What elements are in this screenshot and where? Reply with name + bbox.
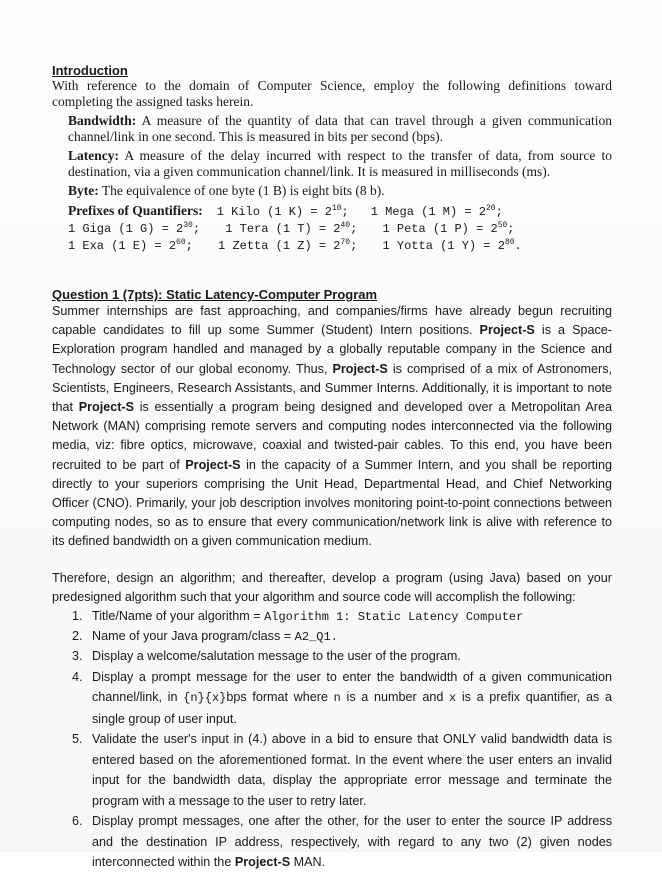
- introduction-heading: Introduction: [52, 63, 128, 78]
- requirements-list: [52, 607, 612, 873]
- class-name-code: A2_Q1.: [294, 630, 338, 645]
- question-paragraph-1: Summer internships are fast approaching, and companies/firms have already begun recruiting capable candidates to fill up some Summer (Student) Intern positions. Project-S is a Space-Exploration program handled and managed by a globally reputable company in the Science and Technology sector of our global economy. Thus, Project-S is comprised of a mix of Astronomers, Scientists, Engineers, Research Assistants, and Summer Interns. Additionally, it is important to note that Project-S is essentially a program being designed and developed over a Metropolitan Area Network (MAN) comprising remote servers and computing nodes interconnected via the following media, viz: fibre optics, microwave, coaxial and twisted-pair cables. To this end, you have been recruited to be part of Project-S in the capacity of a Summer Intern, and you shall be reporting directly to your superiors comprising the Unit Head, Departmental Head, and Chief Networking Officer (CNO). Primarily, your job description involves monitoring point-to-point connections between computing nodes, so as to ensure that every communication/network link is alive with reference to its defined bandwidth on a given communication medium.: [52, 304, 613, 549]
- introduction-paragraph: With reference to the domain of Computer Science, employ the following definitions toward completing the assigned tasks herein.: [52, 78, 612, 109]
- definition-bandwidth: [68, 113, 612, 145]
- prefix-giga: 1 Giga (1 $G) = 2^{30}$;: [68, 221, 201, 236]
- list-item: 6. Display prompt messages, one after the other, for the user to enter the source IP address and the destination IP address, respectively, with regard to any two (2) given nodes interconnected within the Project-S MAN.: [72, 814, 612, 870]
- definition-text: A measure of the quantity of data that can travel through a given communication channel/link in one second. This is measured in bits per second (bps).: [68, 113, 612, 144]
- prefixes-label: Prefixes of Quantifiers:: [68, 203, 203, 218]
- algorithm-name-code: Algorithm 1: Static Latency Computer: [264, 610, 524, 625]
- prefix-yotta: 1 Yotta (1 $Y) = 2^{80}$.: [382, 238, 522, 253]
- definition-latency: [68, 148, 612, 180]
- definition-term: Latency:: [68, 148, 119, 163]
- definition-byte: [68, 183, 612, 199]
- prefix-mega: 1 Mega (1 $M) = 2^{20}$;: [370, 204, 503, 219]
- project-s-term: Project-S: [78, 400, 135, 415]
- definition-text: The equivalence of one byte (1 B) is eight bits (8 b).: [101, 183, 385, 198]
- list-item: 3. Display a welcome/salutation message to the user of the program.: [72, 649, 461, 664]
- prefix-zetta: 1 Zetta (1 $Z) = 2^{70}$;: [218, 238, 358, 253]
- project-s-term: Project-S: [185, 457, 241, 472]
- question-section: [52, 287, 612, 873]
- introduction-section: [52, 63, 612, 255]
- list-item: 1. Title/Name of your algorithm = Algorithm 1: Static Latency Computer: [72, 609, 524, 625]
- project-s-term: Project-S: [234, 855, 291, 870]
- prefix-exa: 1 Exa (1 $E) = 2^{60}$;: [68, 238, 193, 253]
- question-heading: Question 1 (7pts): Static Latency-Computer Program: [52, 287, 378, 302]
- prefix-row-1: [68, 202, 612, 221]
- definition-text: A measure of the delay incurred with respect to the transfer of data, from source to destination, via a given communication channel/link. It is measured in milliseconds (ms).: [68, 148, 612, 179]
- prefix-row-2: [68, 221, 612, 238]
- project-s-term: Project-S: [332, 361, 388, 376]
- prefix-kilo: 1 Kilo (1 $K) = 2^{10}$;: [216, 204, 349, 219]
- definition-term: Byte:: [68, 183, 99, 198]
- prefix-peta: 1 Peta (1 $P) = 2^{50}$;: [382, 221, 515, 236]
- list-item: 5. Validate the user's input in (4.) above in a bid to ensure that ONLY valid bandwidth data is entered based on the aforementioned format. In the event where the user enters an invalid input for the bandwidth data, display the appropriate error message and terminate the program with a message to the user to retry later.: [72, 732, 612, 808]
- definition-term: Bandwidth:: [68, 113, 137, 128]
- project-s-term: Project-S: [479, 323, 535, 338]
- question-paragraph-2: Therefore, design an algorithm; and thereafter, develop a program (using Java) based on your predesigned algorithm such that your algorithm and source code will accomplish the following:: [52, 570, 612, 604]
- prefix-tera: 1 Tera (1 $T) = 2^{40}$;: [225, 221, 358, 236]
- prefix-row-3: [68, 238, 612, 255]
- prefixes-block: [68, 202, 612, 255]
- list-item: 2. Name of your Java program/class = A2_Q1.: [72, 629, 338, 645]
- list-item: 4. Display a prompt message for the user to enter the bandwidth of a given communication channel/link, in {n}{x}bps format where n is a number and x is a prefix quantifier, as a single group of user input.: [72, 669, 612, 726]
